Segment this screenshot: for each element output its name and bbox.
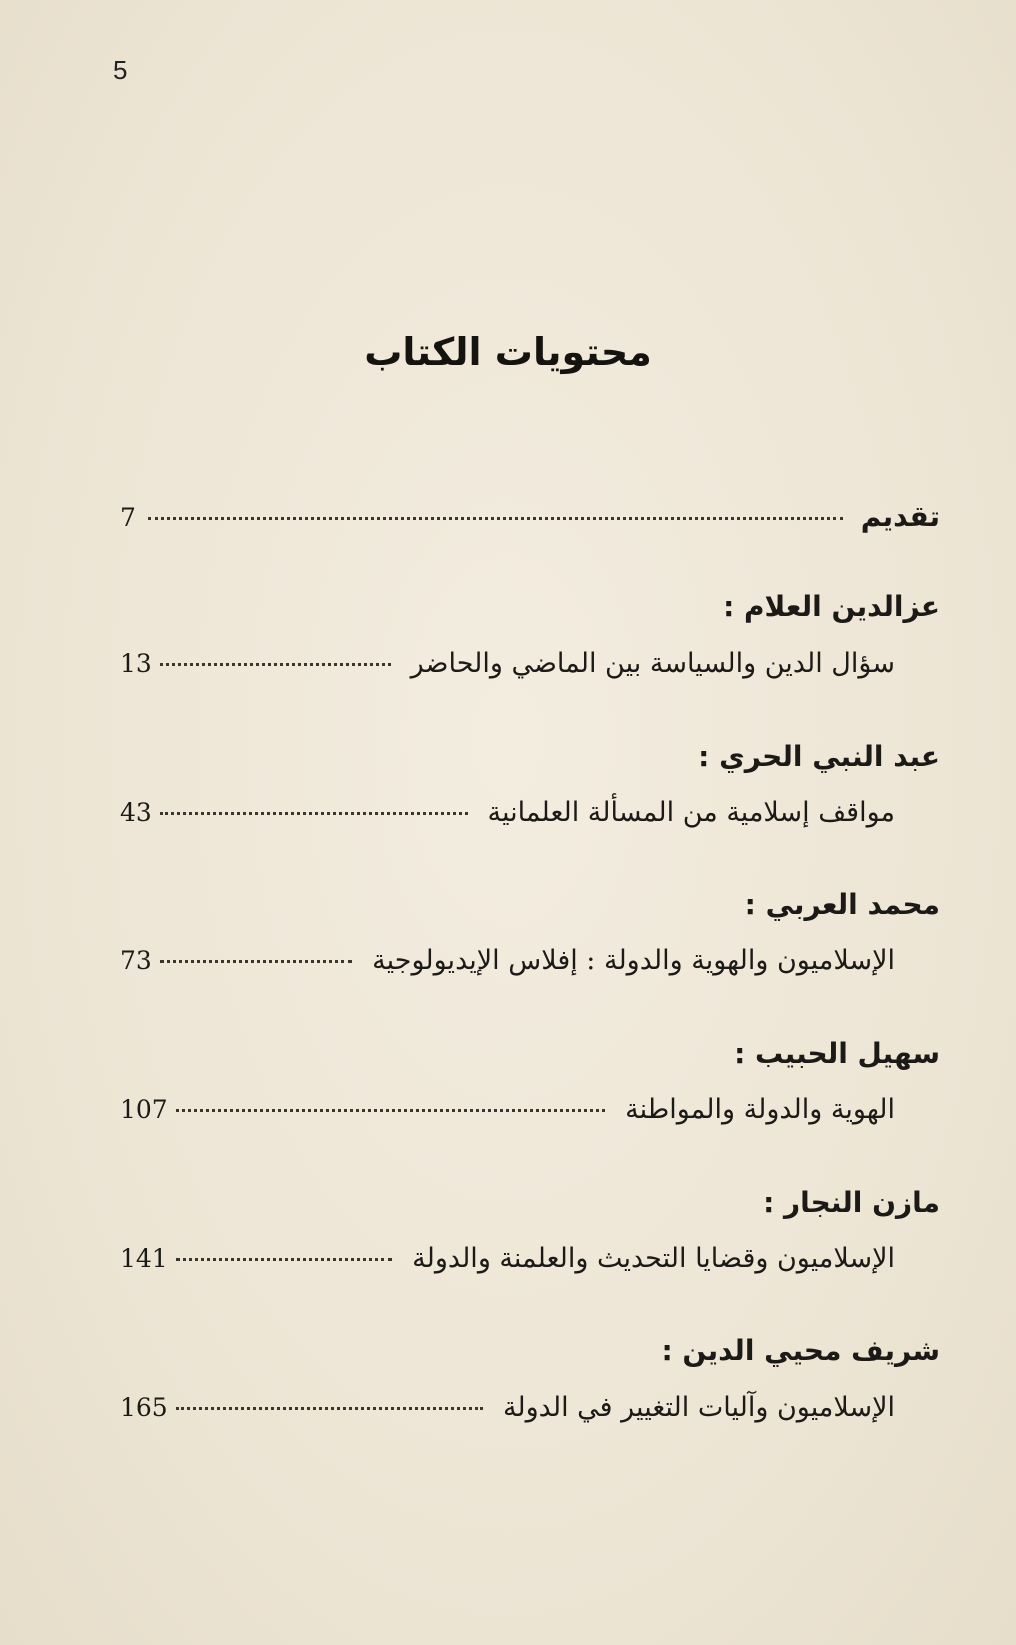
toc-entry-row[interactable] (120, 1392, 895, 1423)
page-title: محتويات الكتاب (364, 330, 652, 374)
toc-page-number: 43 (120, 798, 152, 827)
dot-leader (176, 1109, 605, 1112)
dot-leader (176, 1407, 483, 1410)
toc-page-number: 107 (120, 1095, 168, 1124)
toc-author: سهيل الحبيب : (734, 1037, 940, 1070)
toc-author: شريف محيي الدين : (661, 1334, 940, 1367)
toc-entry-row[interactable] (120, 648, 895, 679)
toc-entry-row[interactable] (120, 1094, 895, 1125)
toc-page-number: 165 (120, 1393, 168, 1422)
toc-page-number: 141 (120, 1244, 168, 1273)
dot-leader (160, 812, 468, 815)
dot-leader (160, 960, 352, 963)
toc-page-number: 73 (120, 946, 152, 975)
page-number: 5 (113, 55, 128, 85)
toc-intro-label: تقديم (860, 500, 940, 533)
dot-leader (148, 517, 843, 520)
toc-author: عبد النبي الحري : (698, 740, 940, 773)
toc-page-number: 7 (120, 503, 136, 532)
toc-entry-row[interactable] (120, 945, 895, 976)
toc-essay-title: الإسلاميون وقضايا التحديث والعلمنة والدولة (412, 1243, 895, 1274)
toc-essay-title: سؤال الدين والسياسة بين الماضي والحاضر (410, 648, 895, 679)
toc-entry-row[interactable] (120, 797, 895, 828)
toc-author: محمد العربي : (744, 888, 940, 921)
toc-author: مازن النجار : (763, 1186, 940, 1219)
dot-leader (176, 1258, 392, 1261)
toc-essay-title: الإسلاميون والهوية والدولة : إفلاس الإيديولوجية (372, 945, 895, 976)
dot-leader (160, 663, 391, 666)
toc-page-number: 13 (120, 649, 152, 678)
toc-entry-row[interactable] (120, 1243, 895, 1274)
toc-essay-title: مواقف إسلامية من المسألة العلمانية (487, 797, 895, 828)
toc-essay-title: الإسلاميون وآليات التغيير في الدولة (502, 1392, 895, 1423)
toc-author: عزالدين العلام : (723, 590, 940, 623)
toc-intro-row[interactable] (120, 500, 940, 533)
toc-essay-title: الهوية والدولة والمواطنة (625, 1094, 895, 1125)
